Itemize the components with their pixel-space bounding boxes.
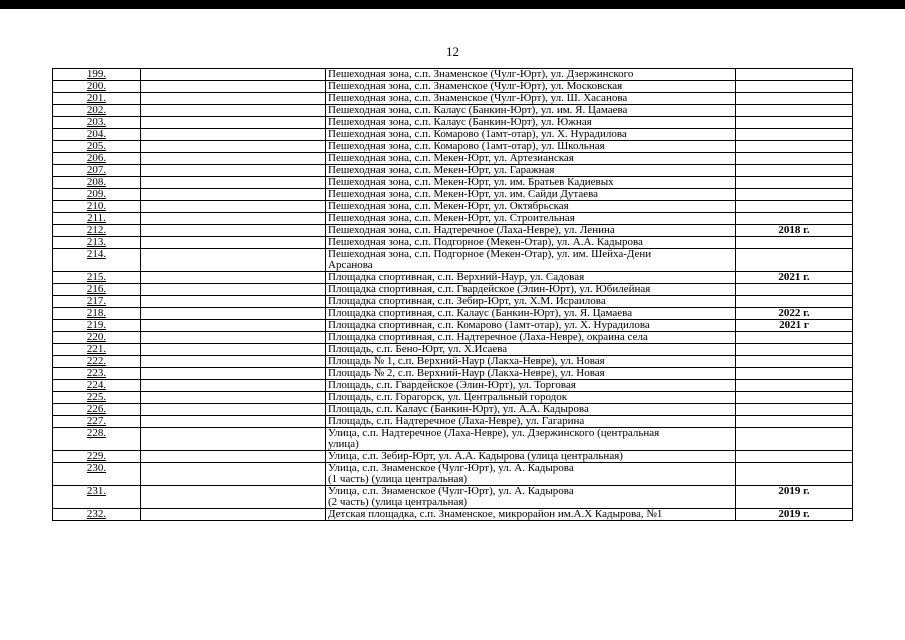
object-name (326, 404, 736, 416)
year-cell (736, 129, 853, 141)
object-name-line: Площадь, с.п. Гвардейское (Элин-Юрт), ул. Торговая (328, 379, 576, 391)
object-name (326, 416, 736, 428)
table-row (53, 451, 853, 463)
object-name-line: Пешеходная зона, с.п. Мекен-Юрт, ул. Гаражная (328, 164, 555, 176)
row-number: 208. (53, 177, 141, 189)
object-name (326, 509, 736, 521)
year-cell (736, 201, 853, 213)
year-cell: 2019 г. (736, 509, 853, 521)
object-name-line: Пешеходная зона, с.п. Мекен-Юрт, ул. Артезианская (328, 152, 574, 164)
top-border-bar (0, 0, 905, 9)
year-cell (736, 463, 853, 486)
object-name (326, 486, 736, 509)
year-cell (736, 368, 853, 380)
empty-cell (141, 332, 326, 344)
row-number: 199. (53, 69, 141, 81)
year-cell: 2022 г. (736, 308, 853, 320)
year-cell (736, 428, 853, 451)
object-name (326, 237, 736, 249)
row-number: 207. (53, 165, 141, 177)
object-name (326, 392, 736, 404)
object-name (326, 296, 736, 308)
empty-cell (141, 93, 326, 105)
object-name-line: Пешеходная зона, с.п. Мекен-Юрт, ул. Октябрьская (328, 200, 569, 212)
table-row (53, 416, 853, 428)
row-number: 216. (53, 284, 141, 296)
row-number: 225. (53, 392, 141, 404)
empty-cell (141, 428, 326, 451)
table-row (53, 129, 853, 141)
row-number: 215. (53, 272, 141, 284)
object-name-line: Пешеходная зона, с.п. Мекен-Юрт, ул. им. Братьев Кадиевых (328, 176, 614, 188)
year-cell: 2018 г. (736, 225, 853, 237)
year-cell: 2021 г (736, 320, 853, 332)
object-name (326, 165, 736, 177)
empty-cell (141, 344, 326, 356)
object-name (326, 141, 736, 153)
table-row (53, 81, 853, 93)
object-name (326, 284, 736, 296)
empty-cell (141, 165, 326, 177)
year-cell (736, 344, 853, 356)
table-row (53, 165, 853, 177)
year-cell (736, 451, 853, 463)
object-name (326, 105, 736, 117)
object-name-line: Пешеходная зона, с.п. Подгорное (Мекен-Отар), ул. А.А. Кадырова (328, 236, 643, 248)
object-name-line: Пешеходная зона, с.п. Знаменское (Чулг-Юрт), ул. Дзержинского (328, 68, 634, 80)
object-name-line: Площадка спортивная, с.п. Комарово (1амт-отар), ул. Х. Нурадилова (328, 319, 650, 331)
table-row (53, 141, 853, 153)
table-row (53, 153, 853, 165)
year-cell (736, 117, 853, 129)
empty-cell (141, 320, 326, 332)
table-row (53, 380, 853, 392)
row-number: 204. (53, 129, 141, 141)
empty-cell (141, 141, 326, 153)
empty-cell (141, 296, 326, 308)
year-cell (736, 177, 853, 189)
object-name (326, 117, 736, 129)
row-number: 202. (53, 105, 141, 117)
table-row (53, 308, 853, 320)
table-row (53, 213, 853, 225)
table-row (53, 237, 853, 249)
row-number: 220. (53, 332, 141, 344)
row-number: 228. (53, 428, 141, 451)
object-name (326, 451, 736, 463)
object-name-line: Улица, с.п. Надтеречное (Лаха-Невре), ул. Дзержинского (центральная (328, 427, 660, 439)
year-cell (736, 296, 853, 308)
table-row (53, 356, 853, 368)
table-row (53, 117, 853, 129)
year-cell (736, 332, 853, 344)
table-row (53, 249, 853, 272)
object-name (326, 320, 736, 332)
year-cell (736, 237, 853, 249)
year-cell (736, 284, 853, 296)
empty-cell (141, 380, 326, 392)
object-name (326, 249, 736, 272)
object-name (326, 272, 736, 284)
year-cell (736, 213, 853, 225)
empty-cell (141, 69, 326, 81)
object-name-line: Площадка спортивная, с.п. Верхний-Наур, ул. Садовая (328, 271, 585, 283)
row-number: 224. (53, 380, 141, 392)
year-cell (736, 153, 853, 165)
object-name (326, 356, 736, 368)
empty-cell (141, 284, 326, 296)
empty-cell (141, 189, 326, 201)
table-row (53, 332, 853, 344)
empty-cell (141, 105, 326, 117)
object-name (326, 81, 736, 93)
year-cell (736, 392, 853, 404)
table-row (53, 69, 853, 81)
empty-cell (141, 129, 326, 141)
empty-cell (141, 416, 326, 428)
row-number: 221. (53, 344, 141, 356)
object-name-line: Пешеходная зона, с.п. Комарово (1амт-отар), ул. Школьная (328, 140, 605, 152)
row-number: 230. (53, 463, 141, 486)
table-row (53, 368, 853, 380)
empty-cell (141, 308, 326, 320)
empty-cell (141, 451, 326, 463)
table-row (53, 392, 853, 404)
object-name-line: Улица, с.п. Зебир-Юрт, ул. А.А. Кадырова (улица центральная) (328, 450, 623, 462)
row-number: 214. (53, 249, 141, 272)
empty-cell (141, 463, 326, 486)
row-number: 229. (53, 451, 141, 463)
object-name (326, 213, 736, 225)
object-name-line: (1 часть) (улица центральная) (328, 473, 468, 485)
row-number: 211. (53, 213, 141, 225)
object-name-line: Детская площадка, с.п. Знаменское, микрорайон им.А.Х Кадырова, №1 (328, 508, 663, 520)
table-row (53, 509, 853, 521)
year-cell (736, 93, 853, 105)
row-number: 200. (53, 81, 141, 93)
row-number: 210. (53, 201, 141, 213)
object-name-line: Площадь, с.п. Бено-Юрт, ул. Х.Исаева (328, 343, 508, 355)
empty-cell (141, 392, 326, 404)
object-name-line: улица) (328, 438, 359, 450)
row-number: 227. (53, 416, 141, 428)
object-name-line: Пешеходная зона, с.п. Мекен-Юрт, ул. Строительная (328, 212, 575, 224)
object-name-line: Пешеходная зона, с.п. Подгорное (Мекен-Отар), ул. им. Шейха-Дени (328, 248, 652, 260)
object-name-line: Арсанова (328, 259, 373, 271)
object-name (326, 69, 736, 81)
empty-cell (141, 356, 326, 368)
year-cell (736, 380, 853, 392)
object-name (326, 129, 736, 141)
register-table (52, 68, 853, 521)
table-row (53, 189, 853, 201)
empty-cell (141, 404, 326, 416)
object-name (326, 344, 736, 356)
table-body (53, 69, 853, 521)
empty-cell (141, 213, 326, 225)
row-number: 219. (53, 320, 141, 332)
object-name (326, 189, 736, 201)
object-name (326, 308, 736, 320)
object-name-line: Площадка спортивная, с.п. Гвардейское (Элин-Юрт), ул. Юбилейная (328, 283, 651, 295)
empty-cell (141, 237, 326, 249)
table-row (53, 296, 853, 308)
year-cell (736, 356, 853, 368)
object-name (326, 177, 736, 189)
row-number: 232. (53, 509, 141, 521)
object-name-line: (2 часть) (улица центральная) (328, 496, 468, 508)
object-name-line: Площадь № 2, с.п. Верхний-Наур (Лакха-Невре), ул. Новая (328, 367, 605, 379)
table-row (53, 284, 853, 296)
object-name-line: Пешеходная зона, с.п. Калаус (Банкин-Юрт), ул. Южная (328, 116, 592, 128)
table-row (53, 486, 853, 509)
row-number: 205. (53, 141, 141, 153)
empty-cell (141, 486, 326, 509)
object-name (326, 368, 736, 380)
row-number: 223. (53, 368, 141, 380)
empty-cell (141, 177, 326, 189)
object-name (326, 93, 736, 105)
row-number: 201. (53, 93, 141, 105)
row-number: 212. (53, 225, 141, 237)
object-name-line: Пешеходная зона, с.п. Знаменское (Чулг-Юрт), ул. Ш. Хасанова (328, 92, 628, 104)
year-cell (736, 416, 853, 428)
object-name (326, 153, 736, 165)
row-number: 209. (53, 189, 141, 201)
table-row (53, 404, 853, 416)
table-row (53, 428, 853, 451)
object-name-line: Площадь, с.п. Надтеречное (Лаха-Невре), ул. Гагарина (328, 415, 585, 427)
empty-cell (141, 509, 326, 521)
year-cell (736, 249, 853, 272)
page-number: 12 (446, 44, 459, 59)
object-name-line: Пешеходная зона, с.п. Калаус (Банкин-Юрт), ул. им. Я. Цамаева (328, 104, 628, 116)
table-row (53, 272, 853, 284)
empty-cell (141, 81, 326, 93)
object-name-line: Площадь, с.п. Горагорск, ул. Центральный городок (328, 391, 568, 403)
year-cell: 2021 г. (736, 272, 853, 284)
table-row (53, 201, 853, 213)
object-name-line: Площадка спортивная, с.п. Зебир-Юрт, ул. Х.М. Исраилова (328, 295, 606, 307)
row-number: 213. (53, 237, 141, 249)
object-name-line: Пешеходная зона, с.п. Комарово (1амт-отар), ул. Х. Нурадилова (328, 128, 627, 140)
object-name (326, 201, 736, 213)
object-name (326, 463, 736, 486)
year-cell (736, 165, 853, 177)
empty-cell (141, 249, 326, 272)
table-row (53, 320, 853, 332)
object-name (326, 332, 736, 344)
year-cell (736, 404, 853, 416)
table-row (53, 105, 853, 117)
empty-cell (141, 272, 326, 284)
object-name (326, 225, 736, 237)
row-number: 217. (53, 296, 141, 308)
row-number: 218. (53, 308, 141, 320)
object-name-line: Площадь № 1, с.п. Верхний-Наур (Лакха-Невре), ул. Новая (328, 355, 605, 367)
row-number: 231. (53, 486, 141, 509)
empty-cell (141, 368, 326, 380)
year-cell (736, 81, 853, 93)
table-row (53, 344, 853, 356)
year-cell (736, 189, 853, 201)
object-name-line: Площадь, с.п. Калаус (Банкин-Юрт), ул. А.А. Кадырова (328, 403, 589, 415)
object-name-line: Улица, с.п. Знаменское (Чулг-Юрт), ул. А. Кадырова (328, 485, 574, 497)
empty-cell (141, 201, 326, 213)
row-number: 222. (53, 356, 141, 368)
year-cell: 2019 г. (736, 486, 853, 509)
object-name (326, 428, 736, 451)
object-name-line: Пешеходная зона, с.п. Надтеречное (Лаха-Невре), ул. Ленина (328, 224, 615, 236)
year-cell (736, 105, 853, 117)
empty-cell (141, 117, 326, 129)
empty-cell (141, 153, 326, 165)
year-cell (736, 141, 853, 153)
empty-cell (141, 225, 326, 237)
row-number: 206. (53, 153, 141, 165)
row-number: 226. (53, 404, 141, 416)
object-name-line: Улица, с.п. Знаменское (Чулг-Юрт), ул. А. Кадырова (328, 462, 574, 474)
table-row (53, 177, 853, 189)
object-name-line: Площадка спортивная, с.п. Надтеречное (Лаха-Невре), окраина села (328, 331, 648, 343)
row-number: 203. (53, 117, 141, 129)
year-cell (736, 69, 853, 81)
object-name-line: Площадка спортивная, с.п. Калаус (Банкин-Юрт), ул. Я. Цамаева (328, 307, 633, 319)
table-row (53, 463, 853, 486)
object-name-line: Пешеходная зона, с.п. Знаменское (Чулг-Юрт), ул. Московская (328, 80, 623, 92)
table-row (53, 225, 853, 237)
object-name-line: Пешеходная зона, с.п. Мекен-Юрт, ул. им. Сайди Дутаева (328, 188, 599, 200)
table-row (53, 93, 853, 105)
object-name (326, 380, 736, 392)
